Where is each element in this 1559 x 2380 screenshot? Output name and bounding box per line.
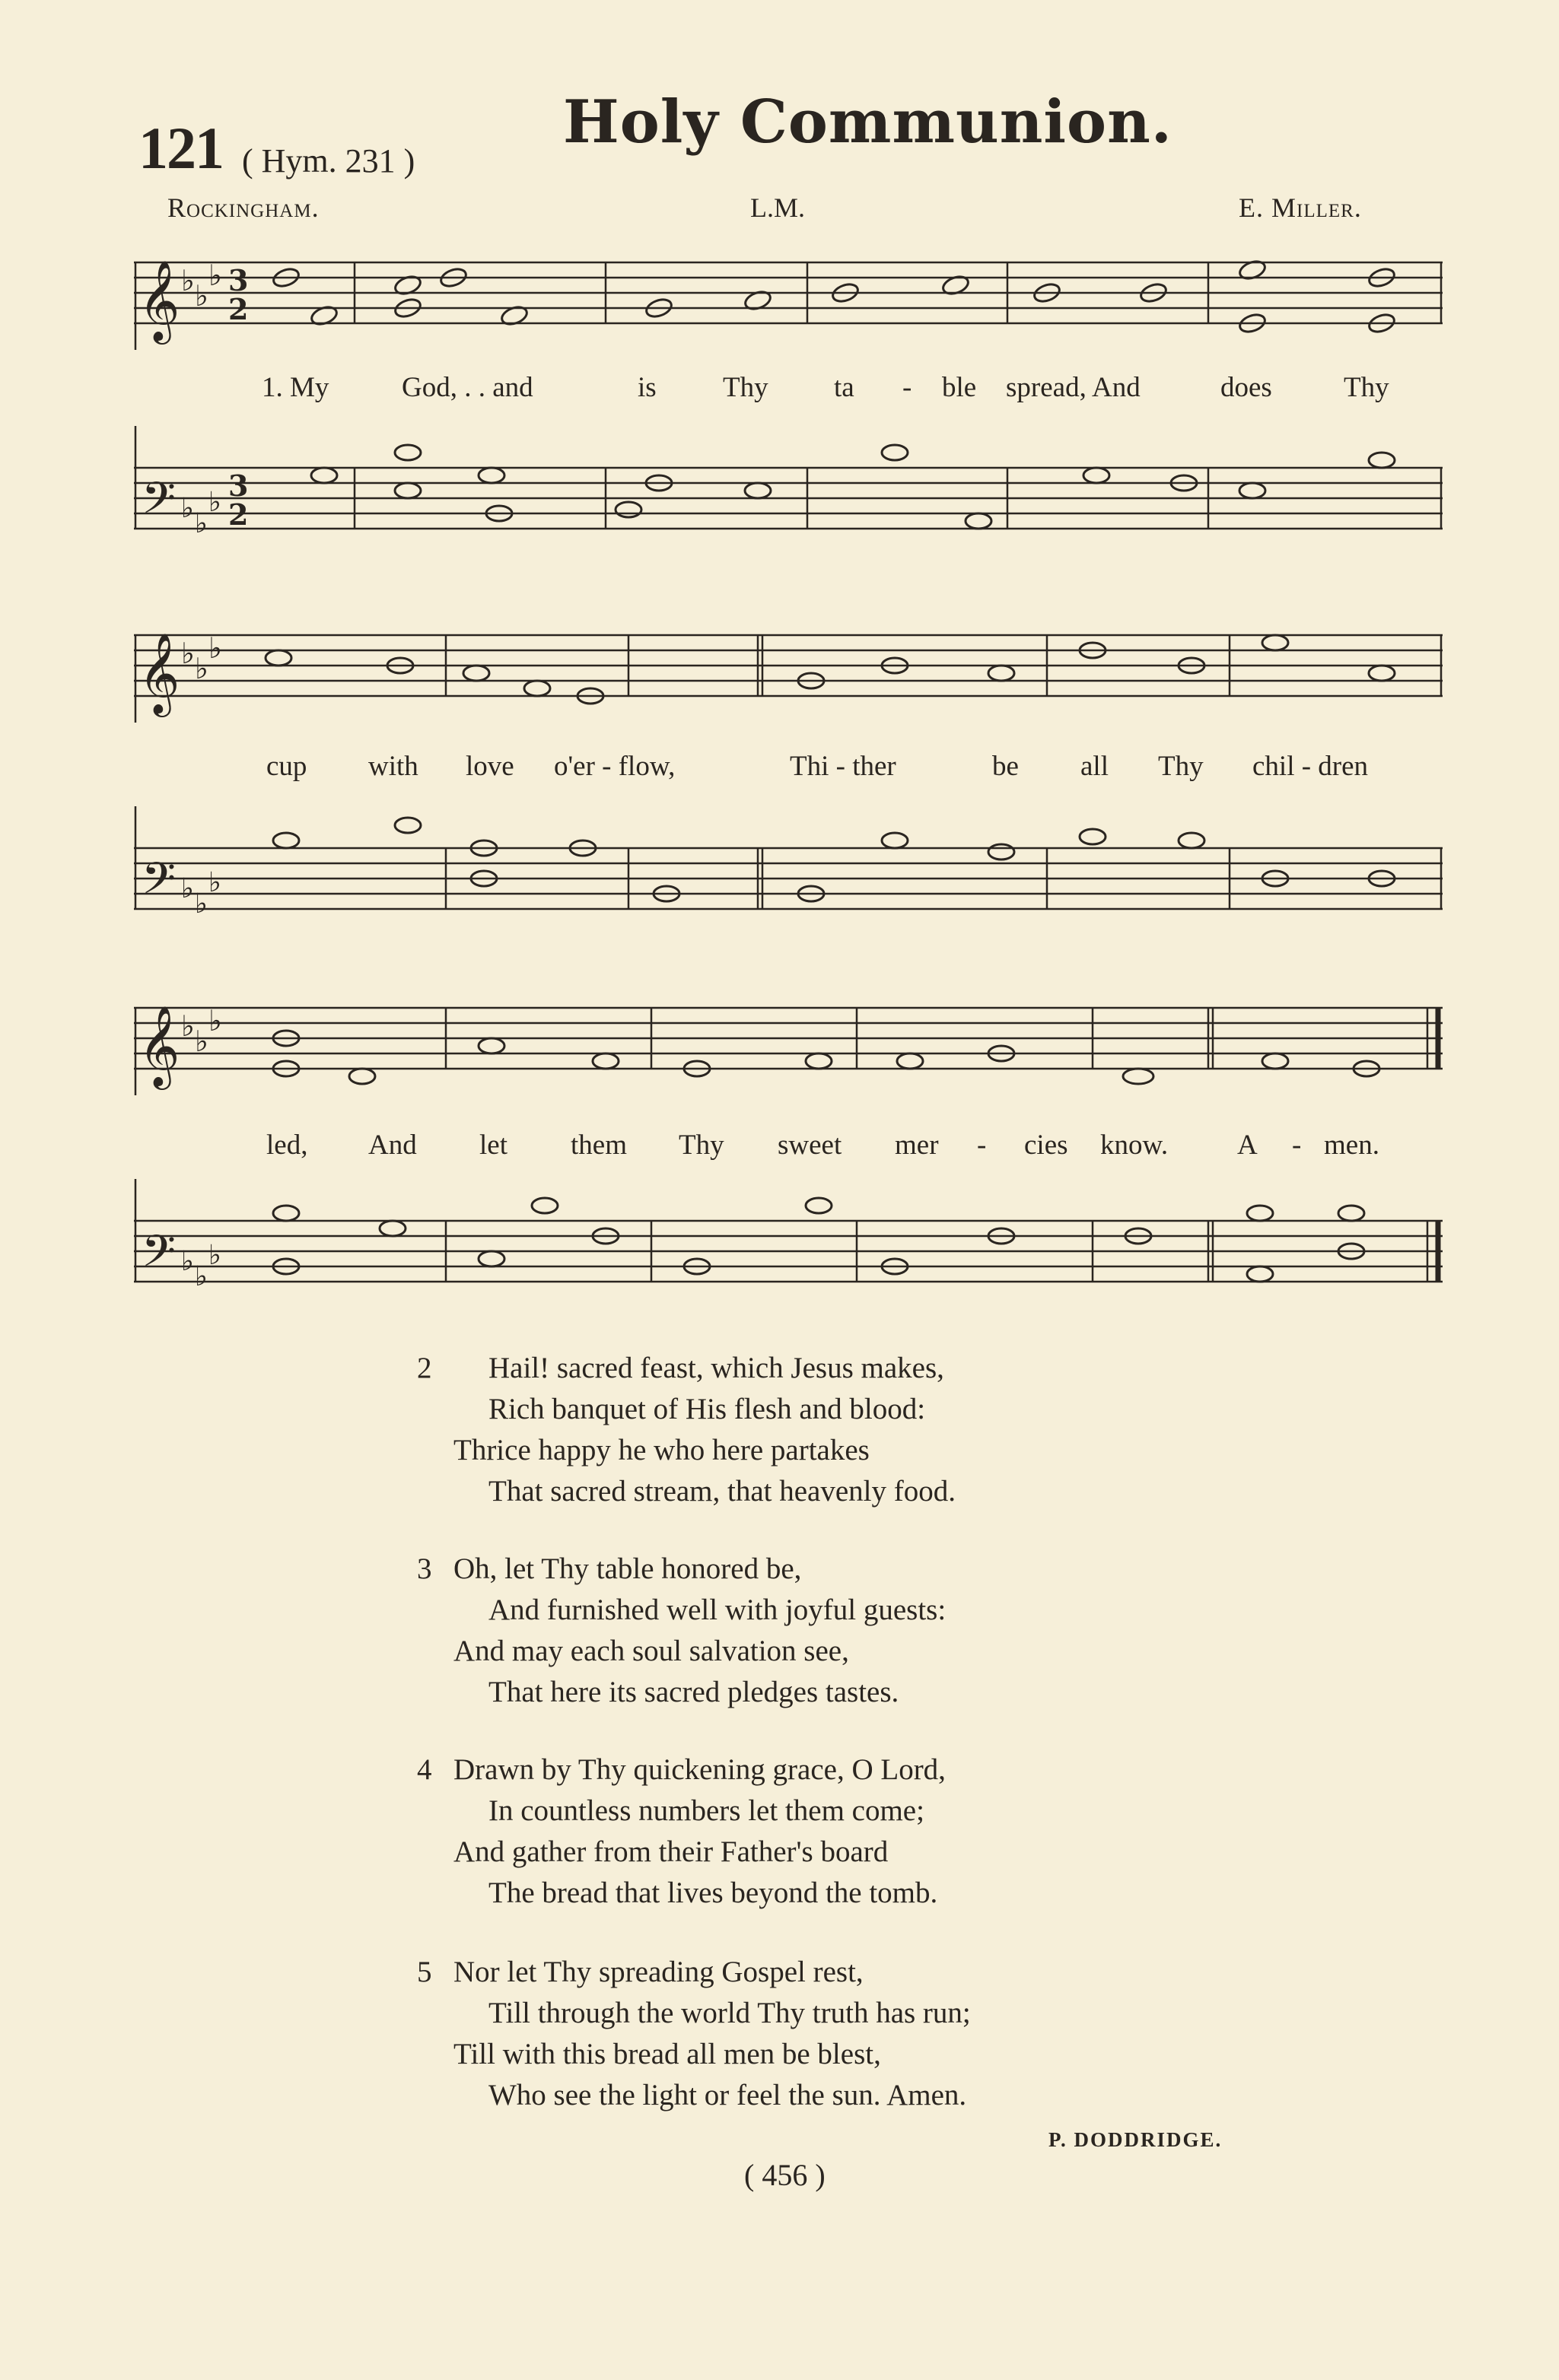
lyrics-system-2 [134,750,1443,788]
svg-text:♭: ♭ [181,493,194,524]
svg-text:♭: ♭ [195,279,208,313]
svg-text:♭: ♭ [181,1246,194,1277]
page-number: ( 456 ) [744,2158,826,2192]
stanza-line: Who see the light or feel the sun. Amen. [488,2079,967,2111]
lyric-syllable: God, . . and [402,372,533,403]
lyrics-system-1 [134,371,1443,409]
stanza-number: 5 [417,1956,432,1988]
tenor-bass-notes [311,445,1395,529]
system-2-treble-staff [134,624,1443,723]
lyric-syllable: - [902,372,912,403]
author-credit: P. DODDRIDGE. [1048,2128,1223,2151]
section-title: Holy Communion. [563,87,1172,157]
svg-text:♭: ♭ [181,264,195,297]
stanza-line: And may each soul salvation see, [453,1635,849,1667]
tune-name: Rockingham. [167,192,320,223]
lyric-syllable: Thy [679,1130,724,1161]
svg-text:♭: ♭ [181,873,194,904]
svg-text:𝄢: 𝄢 [142,853,177,915]
stanza-line: Nor let Thy spreading Gospel rest, [453,1956,864,1988]
stanza-line: That here its sacred pledges tastes. [488,1676,899,1708]
lyric-syllable: led, [266,1130,308,1161]
composer: E. Miller. [1239,192,1362,223]
stanza-line: Till with this bread all men be blest, [453,2038,881,2070]
time-signature [228,263,248,326]
lyric-syllable: cies [1024,1130,1068,1161]
svg-text:♭: ♭ [208,631,222,665]
stanza-line: And furnished well with joyful guests: [488,1594,947,1626]
system-3-bass-staff [134,1179,1443,1301]
lyric-syllable: 1. My [262,372,329,403]
svg-text:3: 3 [228,263,249,297]
svg-text:𝄞: 𝄞 [138,632,180,713]
svg-text:♭: ♭ [208,867,221,898]
svg-text:♭: ♭ [208,487,221,518]
lyric-syllable: Thi - ther [790,751,896,782]
stanza-line: In countless numbers let them come; [488,1794,924,1827]
lyric-syllable: A [1237,1130,1258,1161]
stanza-line: Till through the world Thy truth has run; [488,1997,971,2029]
stanza-2 [417,1348,956,1512]
lyric-syllable: know. [1100,1130,1169,1161]
lyric-syllable: does [1220,372,1272,403]
svg-text:3: 3 [228,469,249,503]
meter: L.M. [750,192,805,223]
lyric-syllable: with [368,751,418,782]
stanza-line: Oh, let Thy table honored be, [453,1552,802,1585]
lyric-syllable: Thy [723,372,768,403]
stanza-number: 4 [417,1753,432,1786]
lyric-syllable: - [1292,1130,1302,1161]
hymn-reference: ( Hym. 231 ) [242,142,415,180]
lyric-syllable: ta [834,372,854,403]
stanza-5 [417,1952,971,2116]
lyric-syllable: love [466,751,514,782]
lyric-syllable: Thy [1158,751,1204,782]
svg-text:2: 2 [228,292,249,326]
lyric-syllable: is [638,372,657,403]
svg-text:𝄞: 𝄞 [138,1005,180,1086]
lyric-syllable: men. [1324,1130,1379,1161]
system-2-bass-staff [134,806,1443,928]
lyric-syllable: And [368,1130,417,1161]
treble-clef-icon [138,259,180,345]
stanza-line: And gather from their Father's board [453,1835,889,1868]
lyric-syllable: all [1080,751,1109,782]
svg-text:♭: ♭ [208,1240,221,1271]
key-signature-flats [181,259,222,313]
stanza-number: 2 [417,1352,432,1384]
lyric-syllable: - [977,1130,987,1161]
stanza-line: Hail! sacred feast, which Jesus makes, [488,1352,944,1384]
lyric-syllable: chil - dren [1252,751,1369,782]
stanza-line: Thrice happy he who here partakes [453,1434,870,1466]
svg-text:♭: ♭ [208,259,222,292]
system-3-treble-staff [134,996,1443,1095]
lyric-syllable: them [571,1130,627,1161]
bass-clef-icon [142,472,176,535]
svg-text:𝄞: 𝄞 [138,259,180,341]
system-1-treble-staff [134,251,1443,350]
svg-text:♭: ♭ [195,508,208,539]
lyric-syllable: o'er - flow, [554,751,676,782]
lyric-syllable: spread, And [1006,372,1141,403]
svg-text:♭: ♭ [181,1009,195,1043]
lyric-syllable: ble [942,372,977,403]
svg-text:♭: ♭ [195,652,208,685]
stanza-line: Drawn by Thy quickening grace, O Lord, [453,1753,946,1786]
lyric-syllable: cup [266,751,307,782]
lyric-syllable: be [992,751,1019,782]
svg-text:♭: ♭ [208,1004,222,1037]
system-1-bass-staff [134,426,1443,548]
stanza-line: The bread that lives beyond the tomb. [488,1876,938,1909]
lyric-syllable: let [479,1130,507,1161]
lyrics-system-3 [134,1129,1443,1167]
stanza-3 [417,1549,947,1713]
stanza-number: 3 [417,1552,432,1585]
hymn-number: 121 [138,115,223,181]
stanza-line: That sacred stream, that heavenly food. [488,1475,956,1508]
svg-text:♭: ♭ [195,1261,208,1292]
stanza-line: Rich banquet of His flesh and blood: [488,1393,926,1425]
lyric-syllable: mer [895,1130,939,1161]
stanza-4 [417,1749,946,1914]
svg-text:♭: ♭ [195,888,208,920]
lyric-syllable: sweet [778,1130,842,1161]
svg-text:2: 2 [228,497,249,532]
svg-text:𝄢: 𝄢 [142,1225,177,1288]
svg-text:♭: ♭ [181,637,195,670]
svg-text:♭: ♭ [195,1025,208,1058]
lyric-syllable: Thy [1344,372,1389,403]
svg-text:𝄢: 𝄢 [142,472,177,535]
